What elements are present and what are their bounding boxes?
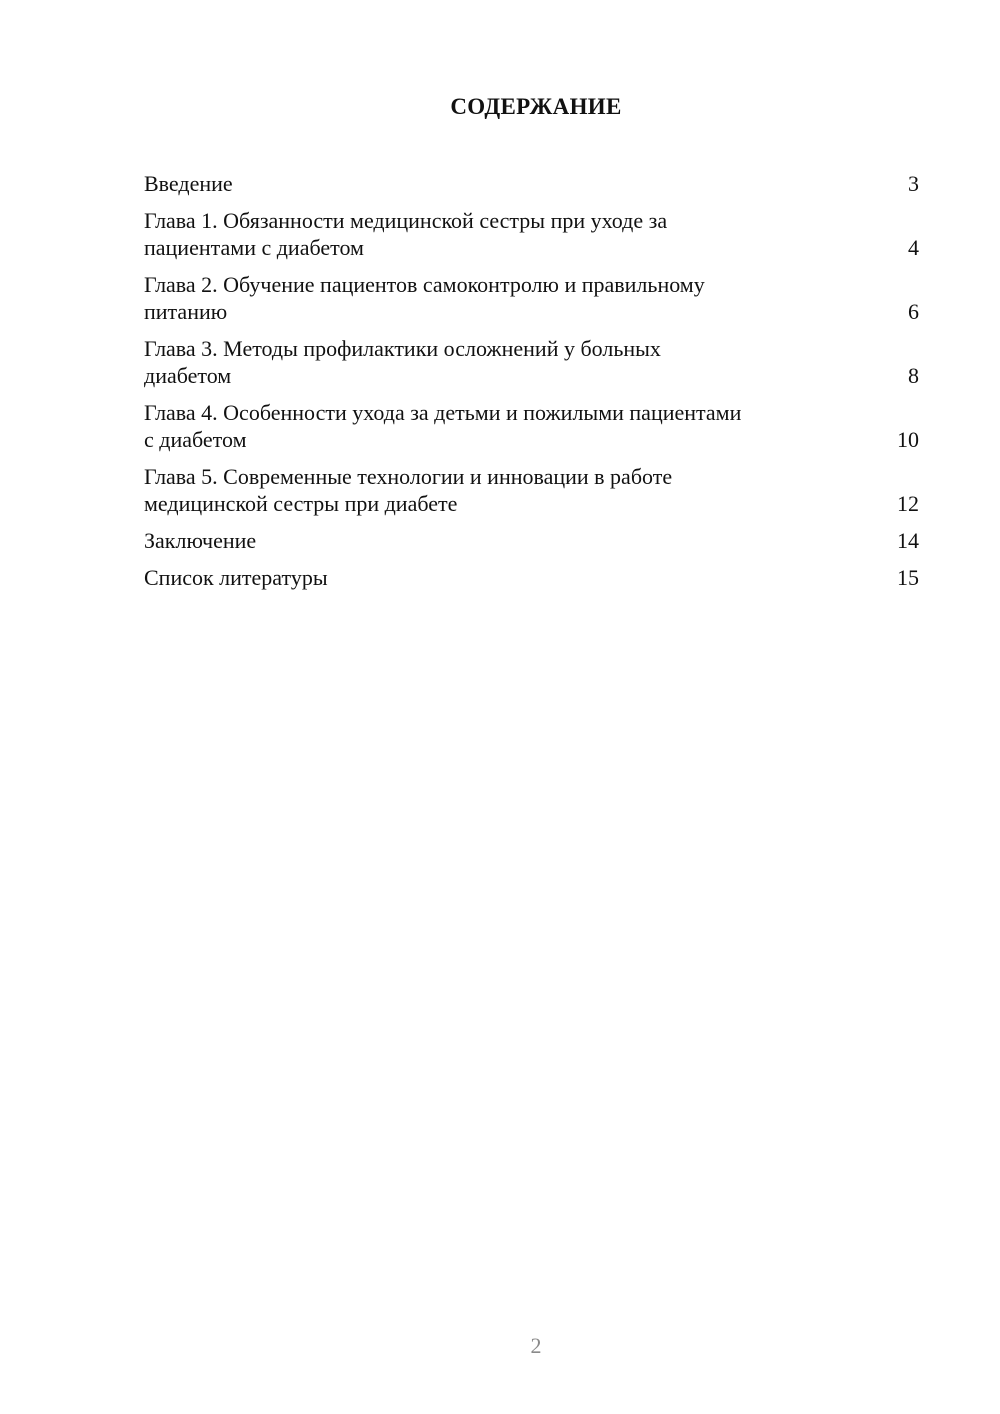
toc-entry-chapter-1: [144, 207, 919, 261]
toc-entry-page: 3: [908, 171, 919, 196]
page-title: СОДЕРЖАНИЕ: [450, 94, 622, 119]
toc-entry-bibliography: [144, 564, 919, 591]
toc-entry-page: 15: [897, 565, 919, 590]
toc-entry-title: Глава 5. Современные технологии и инновации в работе медицинской сестры при диабете: [144, 464, 673, 516]
toc-entry-chapter-5: [144, 463, 919, 517]
toc-entry-page: 10: [897, 427, 919, 452]
toc-entry-chapter-4: [144, 399, 919, 453]
toc-entry-title: Глава 1. Обязанности медицинской сестры при уходе за пациентами с диабетом: [144, 208, 668, 260]
toc-entry-chapter-2: [144, 271, 919, 325]
toc-entry-title: Глава 3. Методы профилактики осложнений у больных диабетом: [144, 336, 661, 388]
toc-entry-title: Список литературы: [144, 565, 328, 590]
page-number: 2: [530, 1333, 542, 1358]
toc-entry-page: 6: [908, 299, 919, 324]
toc-entry-title: Введение: [144, 171, 233, 196]
table-of-contents: [144, 170, 919, 601]
toc-entry-title: Глава 4. Особенности ухода за детьми и пожилыми пациентами с диабетом: [144, 400, 742, 452]
toc-entry-page: 14: [897, 528, 919, 553]
toc-entry-page: 12: [897, 491, 919, 516]
toc-entry-title: Глава 2. Обучение пациентов самоконтролю и правильному питанию: [144, 272, 705, 324]
toc-entry-conclusion: [144, 527, 919, 554]
toc-entry-chapter-3: [144, 335, 919, 389]
toc-entry-introduction: [144, 170, 919, 197]
toc-entry-page: 4: [908, 235, 919, 260]
toc-entry-title: Заключение: [144, 528, 257, 553]
toc-entry-page: 8: [908, 363, 919, 388]
